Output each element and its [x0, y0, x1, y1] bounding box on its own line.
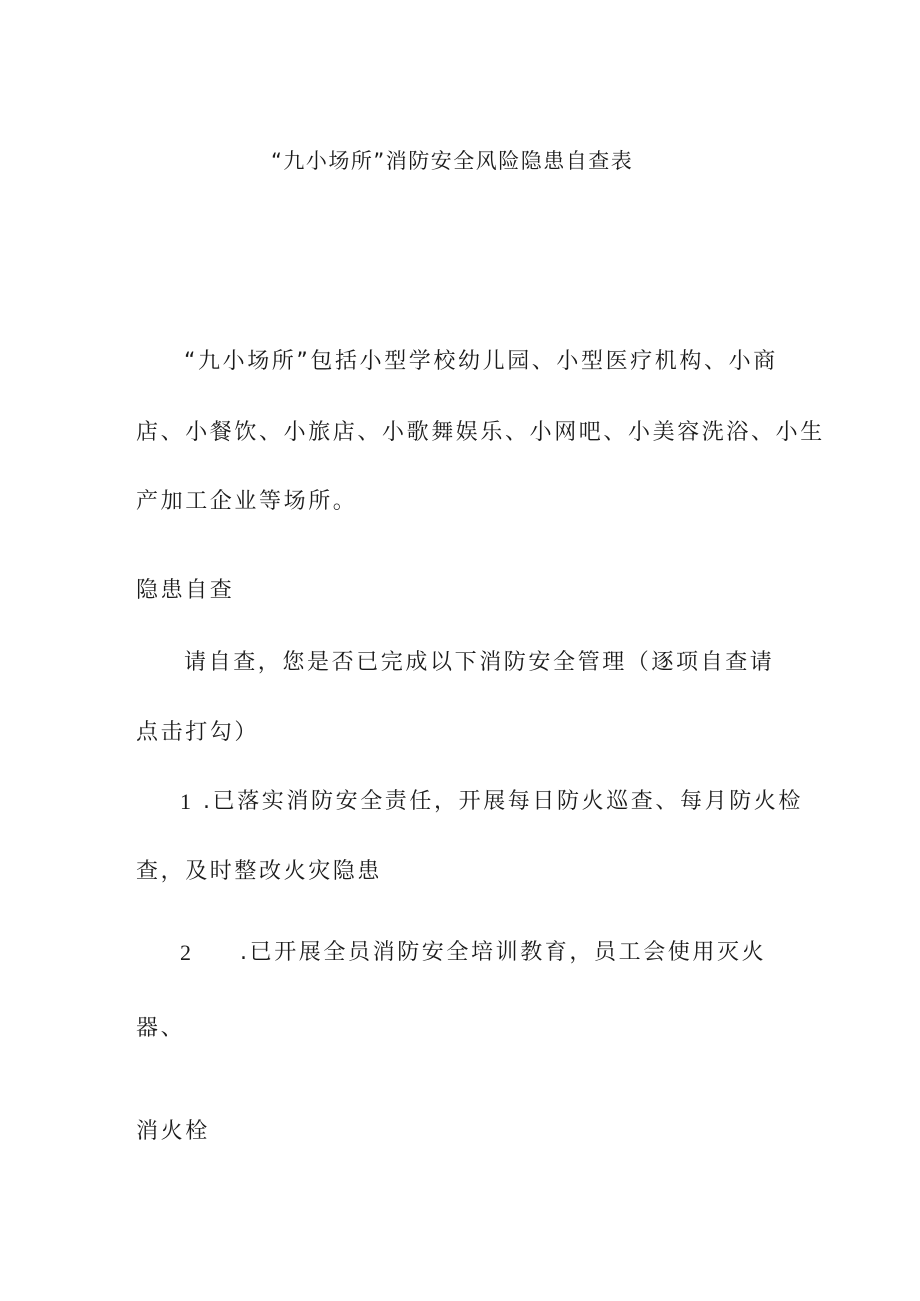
item-1-line-1: .已落实消防安全责任，开展每日防火巡查、每月防火检 [203, 789, 803, 814]
item-1-number: 1 [180, 789, 191, 814]
item-2-line-1: .已开展全员消防安全培训教育，员工会使用灭火 [240, 940, 767, 965]
item-2-line-3: 消火栓 [136, 1119, 210, 1144]
intro-line-1: “九小场所”包括小型学校幼儿园、小型医疗机构、小商 [184, 349, 778, 374]
item-2-number: 2 [180, 940, 191, 965]
intro-line-3: 产加工企业等场所。 [136, 489, 358, 514]
section-heading: 隐患自查 [136, 578, 235, 603]
item-1-line-2: 查，及时整改火灾隐患 [136, 859, 383, 884]
prompt-line-2: 点击打勾） [136, 720, 260, 745]
document-title: “九小场所”消防安全风险隐患自查表 [271, 149, 634, 173]
prompt-line-1: 请自查，您是否已完成以下消防安全管理（逐项自查请 [184, 650, 775, 675]
item-2-line-2: 器、 [136, 1016, 186, 1041]
intro-line-2: 店、小餐饮、小旅店、小歌舞娱乐、小网吧、小美容洗浴、小生 [136, 420, 825, 445]
